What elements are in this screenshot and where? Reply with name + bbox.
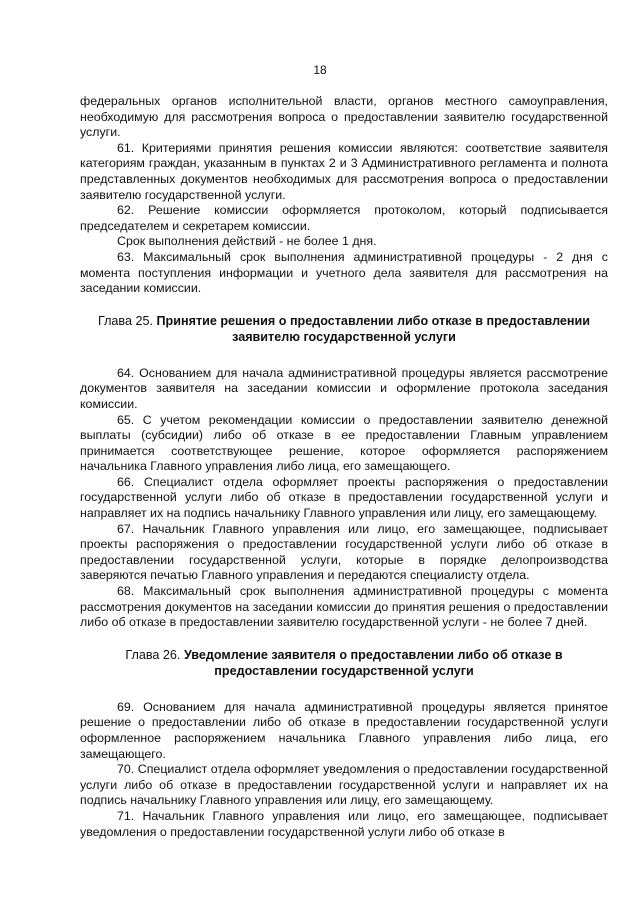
chapter-heading (80, 647, 608, 679)
page-number: 18 (313, 63, 327, 77)
paragraph: 71. Начальник Главного управления или лицо, его замещающее, подписывает уведомления о предоставлении государственной услуги либо об отказе в (80, 808, 608, 839)
chapter-number: Глава 26. (125, 647, 184, 662)
chapter-title-line-2: заявителю государственной услуги (232, 329, 456, 344)
document-body (80, 94, 608, 840)
paragraph: 64. Основанием для начала административной процедуры является рассмотрение документов заявителя на заседании комиссии и оформление протокола заседания комиссии. (80, 365, 608, 411)
paragraph: 69. Основанием для начала административной процедуры является принятое решение о предоставлении либо об отказе в предоставлении государственной услуги оформленное распоряжением начальника Главного управления либо лица, его замещающего. (80, 699, 608, 761)
paragraph: 63. Максимальный срок выполнения административной процедуры - 2 дня с момента поступления информации и учетного дела заявителя для рассмотрения на заседании комиссии. (80, 249, 608, 296)
paragraph: федеральных органов исполнительной власти, органов местного самоуправления, необходимую для рассмотрения вопроса о предоставлении заявителю государственной услуги. (80, 94, 608, 140)
chapter-heading (80, 313, 608, 345)
paragraph: 61. Критериями принятия решения комиссии являются: соответствие заявителя категориям граждан, указанным в пунктах 2 и 3 Административного регламента и полнота представленных документов необходимых для рассмотрения вопроса о предоставлении заявителю государственной услуги. (80, 140, 608, 202)
paragraph: 66. Специалист отдела оформляет проекты распоряжения о предоставлении государственной услуги либо об отказе в предоставлении государственной услуги и направляет их на подпись начальнику Главного управления или лицу, его замещающему. (80, 474, 608, 521)
paragraph: 65. С учетом рекомендации комиссии о предоставлении заявителю денежной выплаты (субсидии) либо об отказе в ее предоставлении Главным управлением принимается соответствующее решение, которое оформляется распоряжением начальника Главного управления либо лица, его замещающего. (80, 412, 608, 474)
chapter-title-line-1: Уведомление заявителя о предоставлении либо об отказе в (183, 647, 563, 662)
chapter-number: Глава 25. (97, 313, 157, 328)
chapter-title-line-2: предоставлении государственной услуги (214, 663, 474, 678)
paragraph: 68. Максимальный срок выполнения административной процедуры с момента рассмотрения документов на заседании комиссии до принятия решения о предоставлении либо об отказе в предоставлении заявителю государственной услуги - не более 7 дней. (80, 584, 608, 630)
paragraph: Срок выполнения действий - не более 1 дня. (117, 234, 377, 249)
paragraph: 62. Решение комиссии оформляется протоколом, который подписывается председателем и секретарем комиссии. (80, 203, 608, 233)
paragraph: 70. Специалист отдела оформляет уведомления о предоставлении государственной услуги либо об отказе в предоставлении государственной услуги и направляет их на подпись начальнику Главного управления или лицу, его замещающему. (80, 762, 608, 808)
chapter-title-line-1: Принятие решения о предоставлении либо отказе в предоставлении (156, 313, 591, 328)
paragraph: 67. Начальник Главного управления или лицо, его замещающее, подписывает проекты распоряжения о предоставлении государственной услуги либо об отказе в предоставлении государственной услуги, которые в порядке делопроизводства заверяются печатью Главного управления и передаются специалисту отдела. (80, 521, 608, 583)
